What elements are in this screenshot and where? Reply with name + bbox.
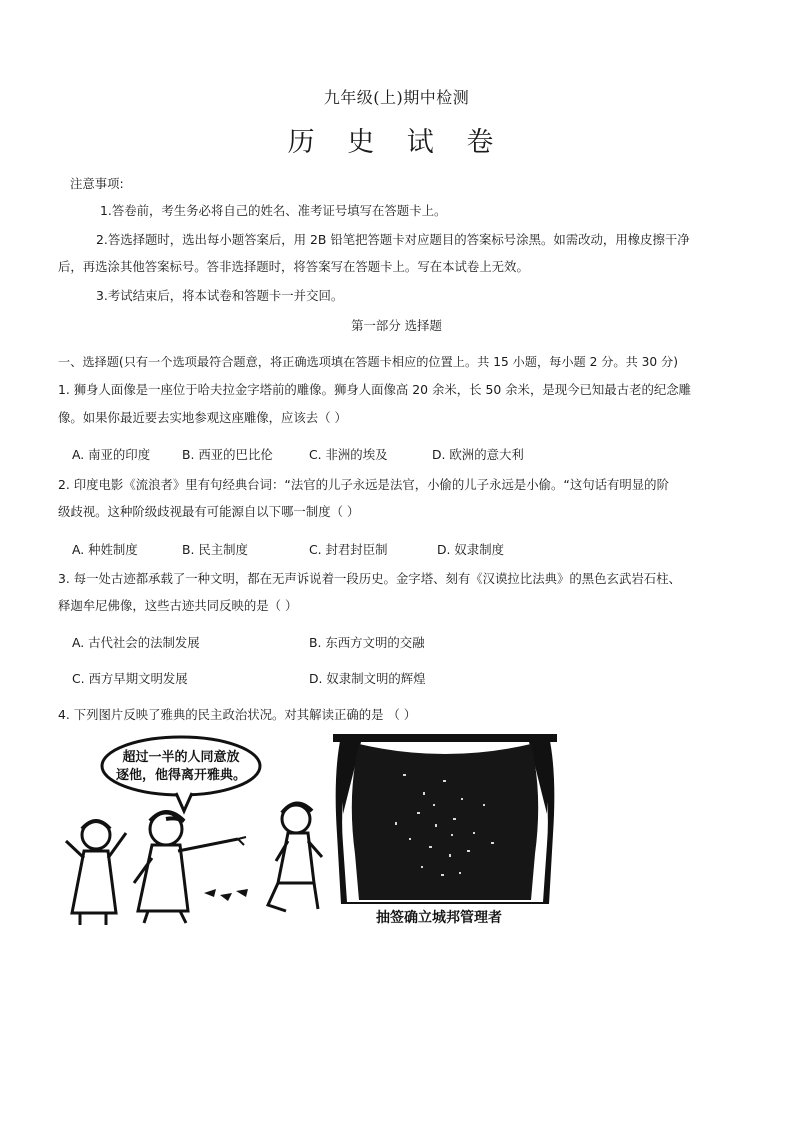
- question-2-option-c: C. 封君封臣制: [309, 542, 388, 557]
- question-3-option-c: C. 西方早期文明发展: [72, 671, 188, 686]
- bubble-text-line-2: 逐他，他得离开雅典。: [115, 768, 247, 783]
- vase-caption: 抽签确立城邦管理者: [376, 910, 502, 926]
- question-3-option-a: A. 古代社会的法制发展: [72, 635, 200, 650]
- lottery-vase-figure: [333, 734, 557, 928]
- question-2-stem-line-1: 2. 印度电影《流浪者》里有句经典台词：“法官的儿子永远是法官，小偷的儿子永远是小偷。“这句话有明显的阶: [58, 477, 669, 492]
- exam-title: 历 史 试 卷: [287, 127, 506, 158]
- question-2-stem-line-2: 级歧视。这种阶级歧视最有可能源自以下哪一制度（ ）: [58, 504, 360, 519]
- question-2-option-d: D. 奴隶制度: [437, 542, 504, 557]
- question-1-stem-line-2: 像。如果你最近要去实地参观这座雕像，应该去（ ）: [58, 410, 347, 425]
- question-3-stem-line-2: 释迦牟尼佛像，这些古迹共同反映的是（ ）: [58, 598, 298, 613]
- ostracism-cartoon-drawing: [56, 733, 328, 928]
- question-2-option-a: A. 种姓制度: [72, 542, 138, 557]
- question-3-stem-line-1: 3. 每一处古迹都承载了一种文明，都在无声诉说着一段历史。金字塔、刻有《汉谟拉比法典》的黑色玄武岩石柱、: [58, 571, 681, 586]
- question-4-stem: 4. 下列图片反映了雅典的民主政治状况。对其解读正确的是 （ ）: [58, 707, 417, 722]
- question-1-option-a: A. 南亚的印度: [72, 447, 151, 462]
- ostracism-cartoon: [56, 733, 328, 928]
- notes-item-2-line-2: 后，再选涂其他答案标号。答非选择题时，将答案写在答题卡上。写在本试卷上无效。: [58, 259, 529, 274]
- section-heading: 第一部分 选择题: [351, 318, 442, 333]
- notes-item-3: 3.考试结束后，将本试卷和答题卡一并交回。: [96, 288, 344, 303]
- notes-item-1: 1.答卷前，考生务必将自己的姓名、准考证号填写在答题卡上。: [100, 203, 447, 218]
- question-3-option-d: D. 奴隶制文明的辉煌: [309, 671, 426, 686]
- notes-item-2-line-1: 2.答选择题时，选出每小题答案后，用 2B 铅笔把答题卡对应题目的答案标号涂黑。如需改动，用橡皮擦干净: [96, 232, 690, 247]
- notes-heading: 注意事项:: [70, 176, 124, 191]
- question-2-option-b: B. 民主制度: [182, 542, 248, 557]
- question-3-option-b: B. 东西方文明的交融: [309, 635, 425, 650]
- question-1-option-b: B. 西亚的巴比伦: [182, 447, 273, 462]
- exam-subtitle: 九年级(上)期中检测: [323, 88, 470, 107]
- question-1-option-c: C. 非洲的埃及: [309, 447, 388, 462]
- section-instruction: 一、选择题(只有一个选项最符合题意，将正确选项填在答题卡相应的位置上。共 15 小题，每小题 2 分。共 30 分): [58, 355, 678, 369]
- question-1-option-d: D. 欧洲的意大利: [432, 447, 524, 462]
- bubble-text-line-1: 超过一半的人同意放: [122, 750, 240, 765]
- question-1-stem-line-1: 1. 狮身人面像是一座位于哈夫拉金字塔前的雕像。狮身人面像高 20 余米，长 50 余米，是现今已知最古老的纪念雕: [58, 382, 692, 397]
- lottery-vase-drawing: [333, 734, 557, 928]
